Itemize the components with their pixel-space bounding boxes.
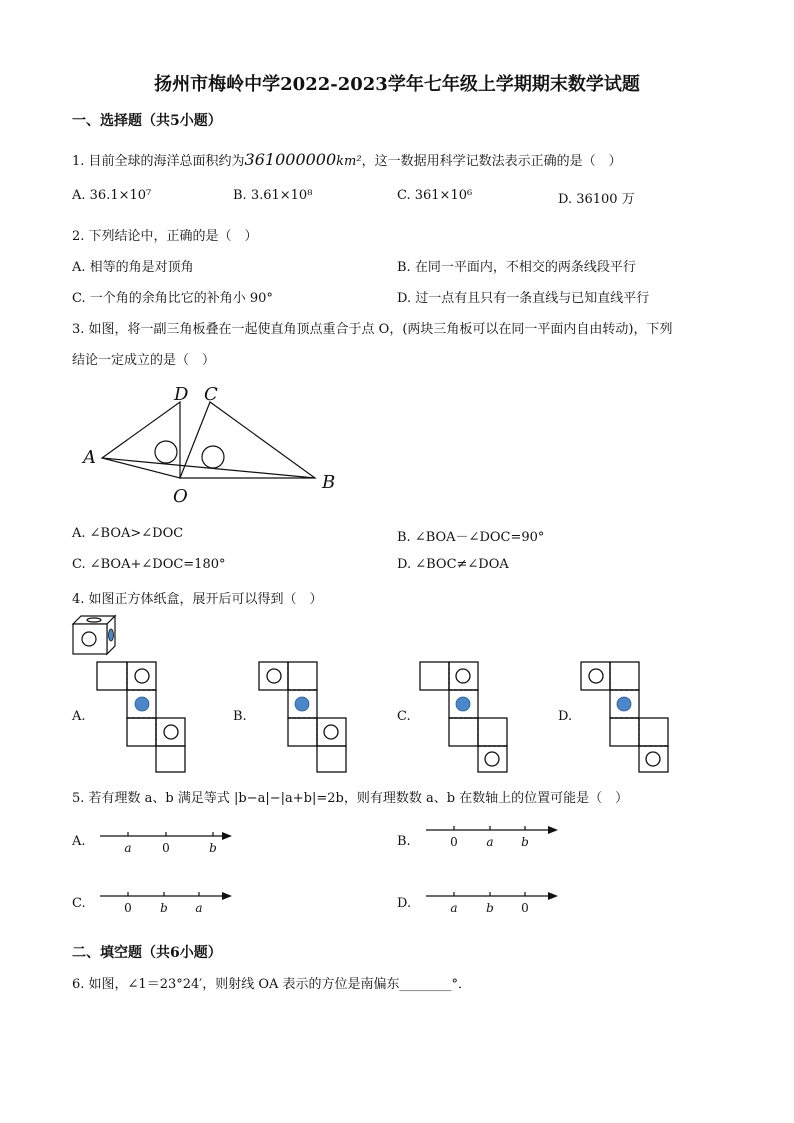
label-d: D <box>174 384 189 405</box>
net-d-circle-1 <box>589 669 603 683</box>
net-a[interactable] <box>96 660 188 774</box>
q2-option-c[interactable]: C. 一个角的余角比它的补角小 90° <box>72 291 273 306</box>
net-d-circle-2 <box>646 752 660 766</box>
net-d[interactable] <box>580 660 672 774</box>
q2-option-b[interactable]: B. 在同一平面内，不相交的两条线段平行 <box>397 260 636 275</box>
q3-option-d[interactable]: D. ∠BOC≠∠DOA <box>397 557 509 572</box>
number-line-b[interactable] <box>424 820 564 850</box>
nla-tick-1: a <box>124 841 132 855</box>
net-b-circle-2 <box>324 725 338 739</box>
q1-option-d[interactable]: D. 36100 万 <box>558 192 635 207</box>
nlc-tick-3: a <box>195 901 203 915</box>
cube-side-dot <box>109 629 114 641</box>
q5-option-d-label[interactable]: D. <box>397 896 412 911</box>
net-b-dot <box>295 697 309 711</box>
q5-option-b-label[interactable]: B. <box>397 834 411 849</box>
line-a-b <box>102 458 315 478</box>
question-1 <box>72 150 622 169</box>
net-a-circle-1 <box>135 669 149 683</box>
net-c-circle-2 <box>485 752 499 766</box>
q4-option-d-label[interactable]: D. <box>558 709 573 724</box>
nlc-tick-2: b <box>160 901 168 915</box>
q3-option-a[interactable]: A. ∠BOA>∠DOC <box>72 526 184 541</box>
question-1-text-post: ，这一数据用科学记数法表示正确的是（ ） <box>361 154 622 169</box>
cube-front-circle <box>82 632 96 646</box>
q2-option-a[interactable]: A. 相等的角是对顶角 <box>72 260 194 275</box>
q3-option-b[interactable]: B. ∠BOA－∠DOC=90° <box>397 530 545 545</box>
question-1-value: 361000000 <box>244 150 337 169</box>
label-a: A <box>83 447 96 468</box>
net-c[interactable] <box>419 660 511 774</box>
net-a-dot <box>135 697 149 711</box>
nlb-tick-1: 0 <box>450 835 458 849</box>
q4-option-c-label[interactable]: C. <box>397 709 411 724</box>
nlb-tick-2: a <box>486 835 494 849</box>
number-line-a[interactable] <box>98 826 238 856</box>
question-2: 2. 下列结论中，正确的是（ ） <box>72 229 258 244</box>
nlb-tick-3: b <box>521 835 529 849</box>
question-4: 4. 如图正方体纸盒，展开后可以得到（ ） <box>72 592 323 607</box>
q1-option-b[interactable]: B. 3.61×10⁸ <box>233 188 313 203</box>
page-title: 扬州市梅岭中学2022-2023学年七年级上学期期末数学试题 <box>154 74 640 95</box>
set-square-right <box>180 402 315 478</box>
net-b-circle-1 <box>267 669 281 683</box>
number-line-d[interactable] <box>424 886 564 916</box>
hole-circle-left <box>155 441 177 463</box>
q5-option-a-label[interactable]: A. <box>72 834 86 849</box>
nla-tick-2: 0 <box>162 841 170 855</box>
q4-option-a-label[interactable]: A. <box>72 709 86 724</box>
q1-option-a[interactable]: A. 36.1×10⁷ <box>72 188 152 203</box>
q3-option-c[interactable]: C. ∠BOA+∠DOC=180° <box>72 557 226 572</box>
question-1-text-pre: 1. 目前全球的海洋总面积约为 <box>72 154 245 169</box>
nlc-tick-1: 0 <box>124 901 132 915</box>
nld-tick-1: a <box>450 901 458 915</box>
q1-option-c[interactable]: C. 361×10⁶ <box>397 188 473 203</box>
net-b[interactable] <box>258 660 350 774</box>
label-c: C <box>204 384 218 405</box>
nld-tick-3: 0 <box>521 901 529 915</box>
question-3-line-2: 结论一定成立的是（ ） <box>72 353 216 368</box>
net-a-circle-2 <box>164 725 178 739</box>
q2-option-d[interactable]: D. 过一点有且只有一条直线与已知直线平行 <box>397 291 650 306</box>
net-c-circle-1 <box>456 669 470 683</box>
q4-option-b-label[interactable]: B. <box>233 709 247 724</box>
nla-tick-3: b <box>209 841 217 855</box>
hole-circle-right <box>202 446 224 468</box>
q5-option-c-label[interactable]: C. <box>72 896 86 911</box>
set-square-left <box>102 402 180 478</box>
net-c-dot <box>456 697 470 711</box>
cube-top-circle <box>87 618 101 622</box>
label-b: B <box>322 472 336 493</box>
triangle-figure <box>70 380 370 510</box>
question-5: 5. 若有理数 a、b 满足等式 |b−a|−|a+b|=2b，则有理数数 a、b 在数轴上的位置可能是（ ） <box>72 791 629 806</box>
section-heading-choice: 一、选择题（共5小题） <box>72 113 222 129</box>
question-6: 6. 如图，∠1＝23°24′，则射线 OA 表示的方位是南偏东________°． <box>72 977 472 992</box>
number-line-c[interactable] <box>98 886 238 916</box>
net-d-dot <box>617 697 631 711</box>
label-o: O <box>173 486 188 507</box>
question-1-unit: km² <box>336 154 362 169</box>
nld-tick-2: b <box>486 901 494 915</box>
section-heading-fill: 二、填空题（共6小题） <box>72 945 222 961</box>
question-3-line-1: 3. 如图，将一副三角板叠在一起使直角顶点重合于点 O，(两块三角板可以在同一平面内自由转动)，下列 <box>72 322 673 337</box>
cube-figure <box>70 612 122 656</box>
